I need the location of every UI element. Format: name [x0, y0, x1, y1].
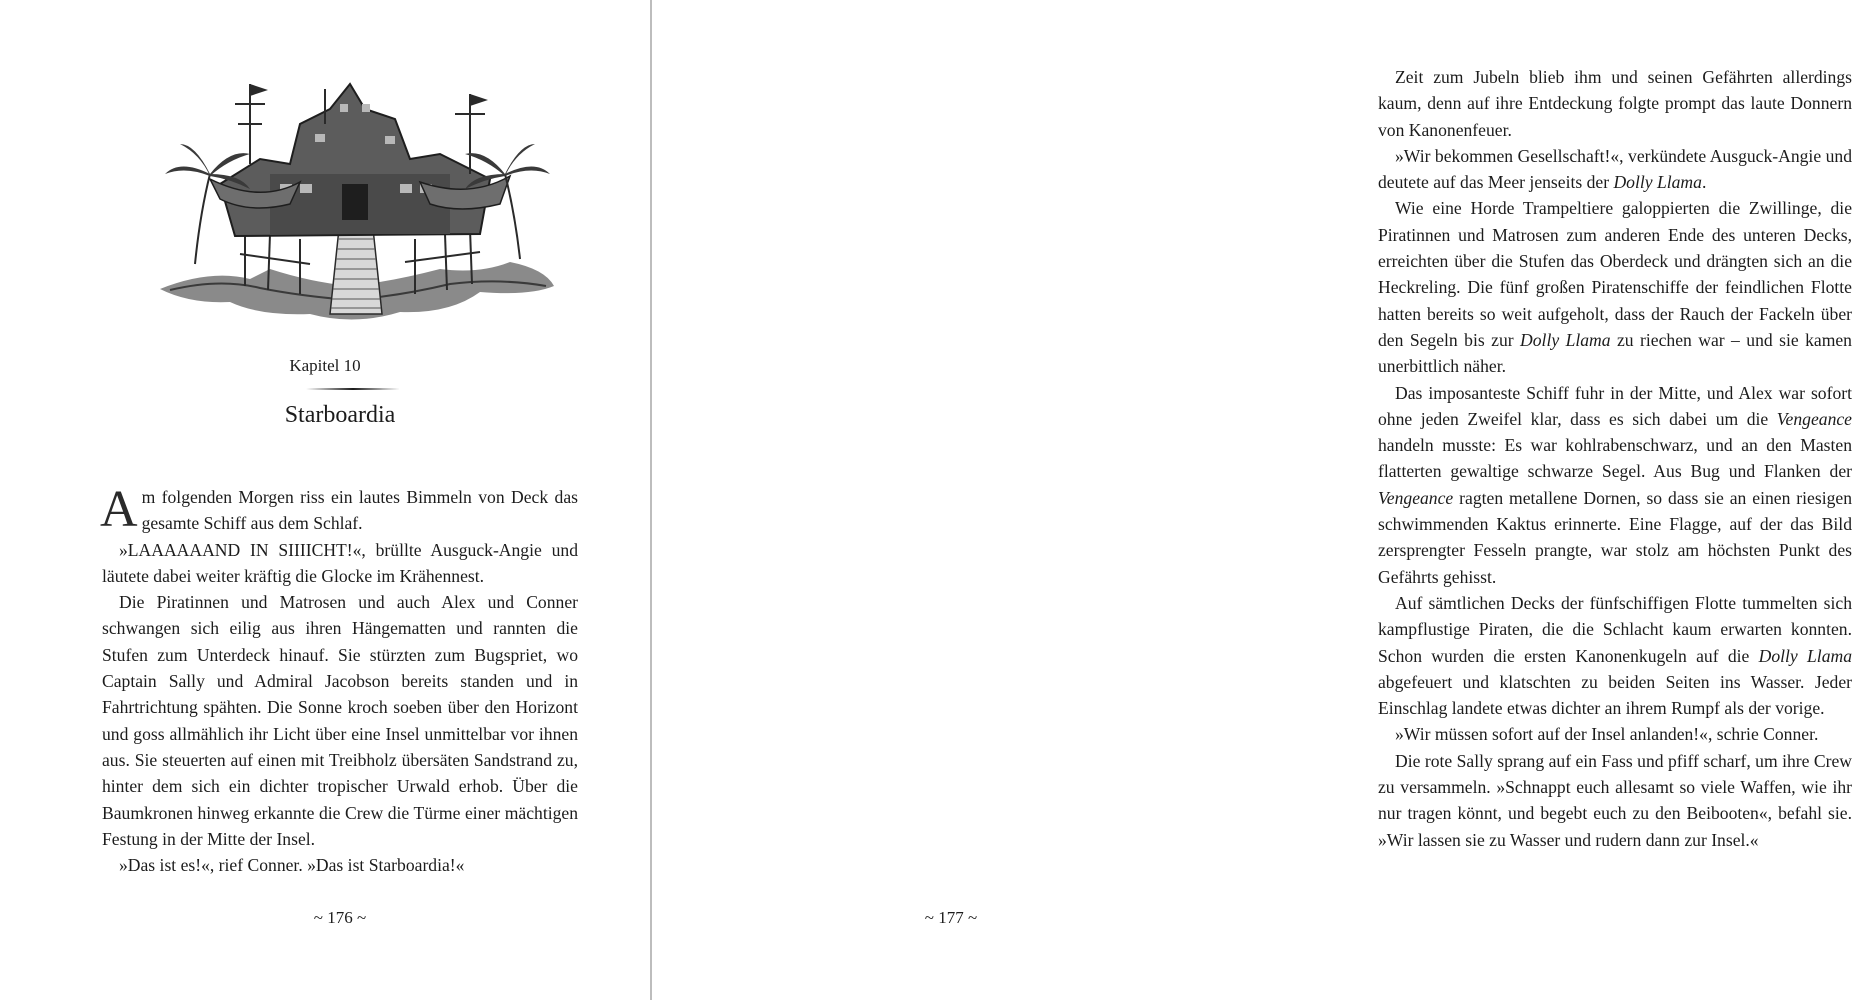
paragraph: Wie eine Horde Trampeltiere galoppierten die Zwillinge, die Piratinnen und Matrosen zum anderen Ende des unteren Decks, erreichten über die Stufen das Oberdeck und drängten sich an die Heckreling. Die fünf großen Piratenschiffe der feindlichen Flotte hatten bereits so weit aufgeholt, dass der Rauch der Fackeln über den Segeln bis zur Dolly Llama zu riechen war – und sie kamen unerbittlich näher.	[1378, 198, 1852, 377]
page-number: ~ 177 ~	[924, 908, 978, 927]
paragraph: »Wir bekommen Gesellschaft!«, verkündete Ausguck-Angie und deutete auf das Meer jenseits der Dolly Llama.	[1378, 145, 1852, 193]
ship-name: Dolly Llama	[1613, 172, 1702, 193]
ship-name: Dolly Llama	[1758, 645, 1852, 666]
paragraph: Die rote Sally sprang auf ein Fass und pfiff scharf, um ihre Crew zu versammeln. »Schnappt euch allesamt so viele Waffen, wie ihr nur tragen könnt, und begebt euch zu den Beibooten«, befahl sie. »Wir lassen sie zu Wasser und rudern dann zur Insel.«	[1378, 750, 1852, 850]
paragraph: »LAAAAAAND IN SIIIICHT!«, brüllte Ausguck-Angie und läutete dabei weiter kräftig die Glocke im Krähennest.	[102, 539, 578, 586]
paragraph: Am folgenden Morgen riss ein lautes Bimmeln von Deck das gesamte Schiff aus dem Schlaf.	[100, 481, 578, 538]
drop-cap: A	[100, 481, 138, 538]
paragraph: Zeit zum Jubeln blieb ihm und seinen Gefährten allerdings kaum, denn auf ihre Entdeckung folgte prompt das laute Donnern von Kanonenfeuer.	[1378, 67, 1852, 140]
ship-name: Dolly Llama	[1520, 329, 1611, 350]
paragraph: Auf sämtlichen Decks der fünfschiffigen Flotte tummelten sich kampflustige Piraten, die die Schlacht kaum erwarten konnten. Schon wurden die ersten Kanonenkugeln auf die Dolly Llama abgefeuert und klatschten zu beiden Seiten ins Wasser. Jeder Einschlag landete etwas dichter an ihrem Rumpf als der vorige.	[1378, 592, 1852, 719]
right-page	[652, 0, 1852, 1000]
chapter-label: Kapitel 10	[289, 356, 361, 375]
page-number: ~ 176 ~	[313, 908, 367, 927]
chapter-title: Starboardia	[284, 402, 396, 428]
left-body-text	[100, 481, 578, 878]
ship-name: Vengeance	[1776, 408, 1852, 429]
paragraph: Die Piratinnen und Matrosen und auch Alex und Conner schwangen sich eilig aus ihren Hängematten und rannten die Stufen zum Unterdeck hinauf. Sie stürzten zum Bugspriet, wo Captain Sally und Admiral Jacobson bereits standen und in Fahrtrichtung spähten. Die Sonne kroch soeben über den Horizont und goss allmählich ihr Licht über eine Insel unmittelbar vor ihnen aus. Sie steuerten auf einen mit Treibholz übersäten Sandstrand zu, hinter dem sich ein dichter tropischer Urwald erhob. Über die Baumkronen hinweg erkannte die Crew die Türme einer mächtigen Festung in der Mitte der Insel.	[102, 592, 578, 849]
left-page	[0, 0, 650, 1000]
chapter-divider	[306, 388, 400, 390]
ship-name: Vengeance	[1378, 487, 1454, 508]
fortress-island-illustration	[150, 64, 560, 334]
paragraph: »Das ist es!«, rief Conner. »Das ist Starboardia!«	[119, 855, 465, 876]
right-body-text	[1378, 64, 1852, 853]
paragraph: »Wir müssen sofort auf der Insel anlanden!«, schrie Conner.	[1395, 724, 1819, 745]
paragraph: Das imposanteste Schiff fuhr in der Mitte, und Alex war sofort ohne jeden Zweifel klar, dass es sich dabei um die Vengeance handeln musste: Es war kohlrabenschwarz, und an den Masten flatterten gewaltige schwarze Segel. Aus Bug und Flanken der Vengeance ragten metallene Dornen, so dass sie an einen riesigen schwimmenden Kaktus erinnerte. Eine Flagge, auf der das Bild zersprengter Fesseln prangte, war stolz am höchsten Punkt des Gefährts gehisst.	[1378, 382, 1852, 587]
